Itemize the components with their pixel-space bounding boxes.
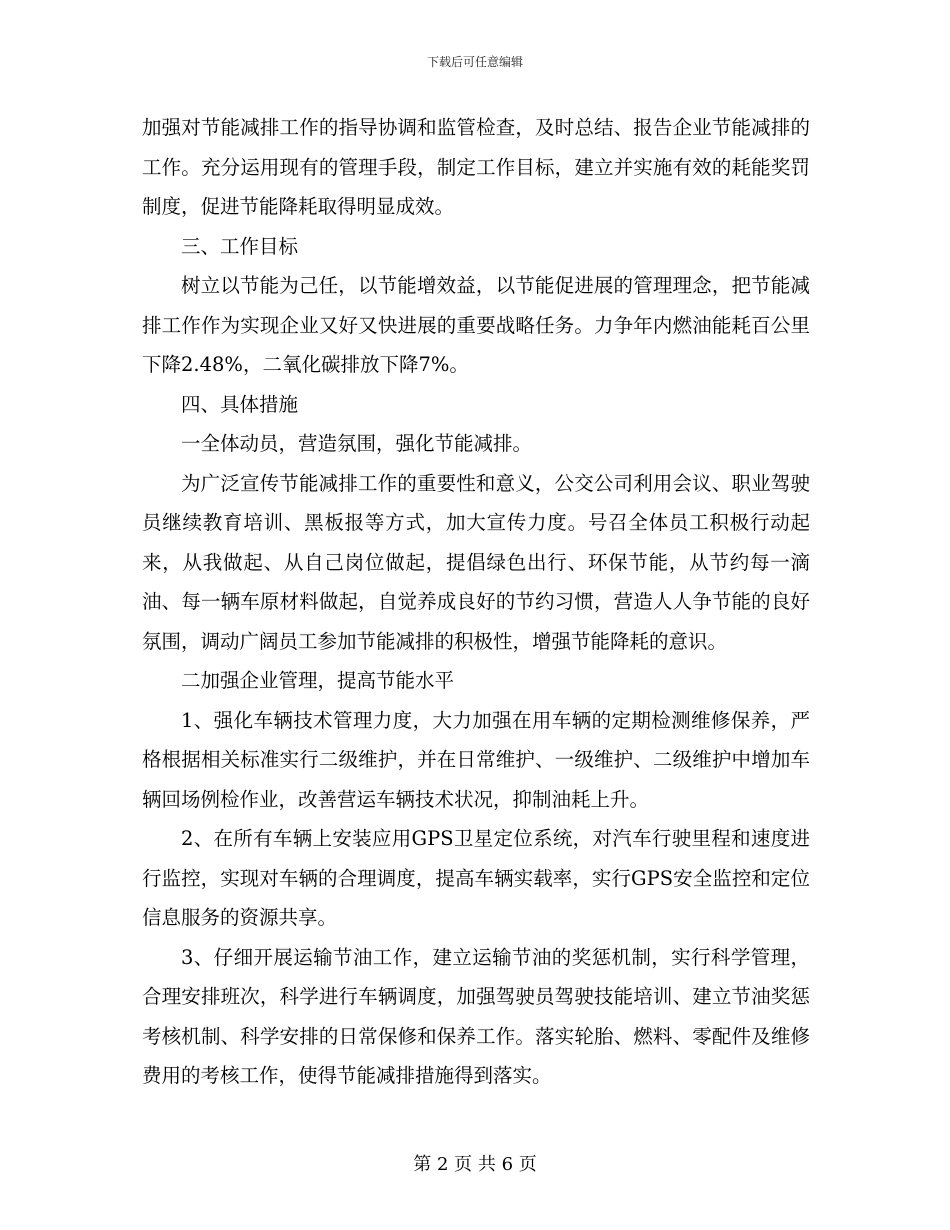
page-header-note: 下载后可任意编辑 xyxy=(426,55,523,69)
paragraph-publicity: 为广泛宣传节能减排工作的重要性和意义，公交公司利用会议、职业驾驶员继续教育培训、黑板报等方式，加大宣传力度。号召全体员工积极行动起来，从我做起、从自己岗位做起，提倡绿色出行、环保节能，从节约每一滴油、每一辆车原材料做起，自觉养成良好的节约习惯，营造人人争节能的良好氛围，调动广阔员工参加节能减排的积极性，增强节能降耗的意识。 xyxy=(142,471,810,653)
paragraph-continuation: 加强对节能减排工作的指导协调和监管检查，及时总结、报告企业节能减排的工作。充分运用现有的管理手段，制定工作目标，建立并实施有效的耗能奖罚制度，促进节能降耗取得明显成效。 xyxy=(142,116,810,218)
paragraph-item-2: 2、在所有车辆上安装应用GPS卫星定位系统，对汽车行驶里程和速度进行监控，实现对车辆的合理调度，提高车辆实载率，实行GPS安全监控和定位信息服务的资源共享。 xyxy=(142,827,810,929)
section-heading-work-goals: 三、工作目标 xyxy=(181,234,299,258)
page-number-footer: 第 2 页 共 6 页 xyxy=(413,1154,537,1175)
subheading-management: 二加强企业管理，提高节能水平 xyxy=(181,669,455,692)
subheading-mobilization: 一全体动员，营造氛围，强化节能减排。 xyxy=(181,432,533,455)
document-body xyxy=(142,108,810,1096)
paragraph-item-1: 1、强化车辆技术管理力度，大力加强在用车辆的定期检测维修保养，严格根据相关标准实行二级维护，并在日常维护、一级维护、二级维护中增加车辆回场例检作业，改善营运车辆技术状况，抑制油耗上升。 xyxy=(142,708,810,811)
section-heading-specific-measures: 四、具体措施 xyxy=(181,392,299,416)
paragraph-goals: 树立以节能为己任，以节能增效益，以节能促进展的管理理念，把节能减排工作作为实现企业又好又快进展的重要战略任务。力争年内燃油能耗百公里下降2.48%，二氧化碳排放下降7%。 xyxy=(142,274,810,376)
paragraph-item-3: 3、仔细开展运输节油工作，建立运输节油的奖惩机制，实行科学管理，合理安排班次，科学进行车辆调度，加强驾驶员驾驶技能培训、建立节油奖惩考核机制、科学安排的日常保修和保养工作。落实轮胎、燃料、零配件及维修费用的考核工作，使得节能减排措施得到落实。 xyxy=(142,945,810,1087)
